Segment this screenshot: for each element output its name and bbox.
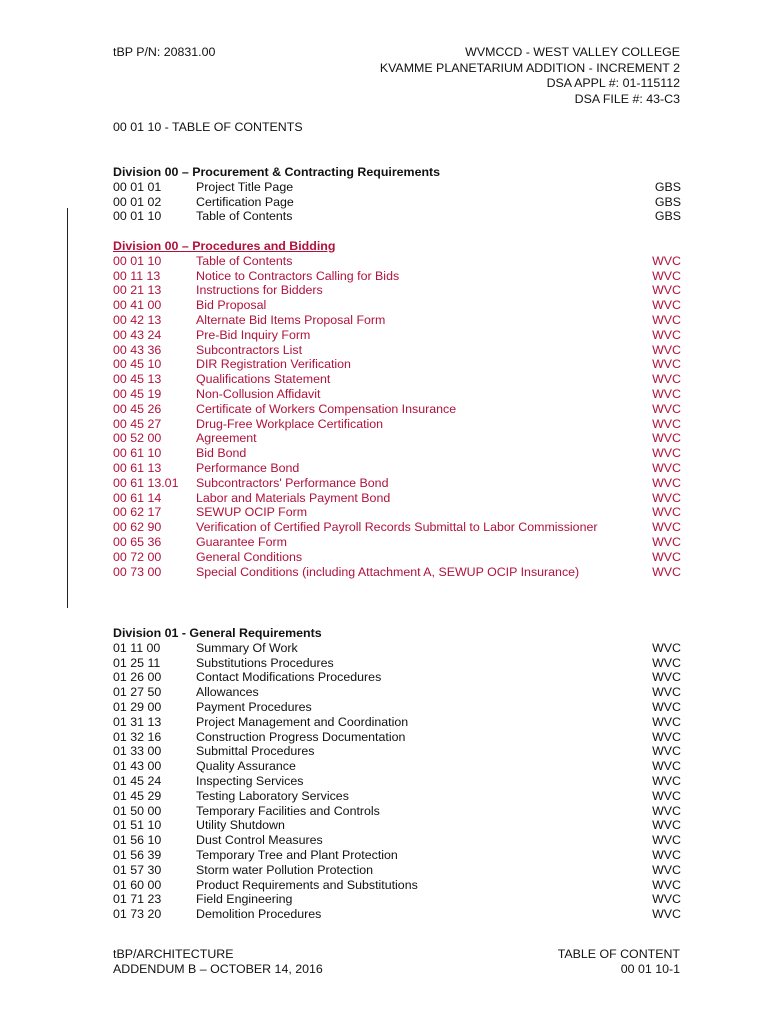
section-name: Special Conditions (including Attachment A, SEWUP OCIP Insurance) [196,564,580,579]
toc-row [113,328,681,343]
prepared-by: WVC [652,357,681,372]
toc-row [113,641,681,656]
prepared-by: WVC [652,431,681,446]
header-line-project: KVAMME PLANETARIUM ADDITION - INCREMENT 2 [379,60,680,75]
section-code: 00 61 10 [113,446,162,461]
header-line-college: WVMCCD - WEST VALLEY COLLEGE [465,45,680,59]
section-name: Quality Assurance [196,759,296,774]
section-name: Qualifications Statement [196,372,331,387]
toc-row [113,520,681,535]
prepared-by: WVC [652,446,681,461]
toc-row [113,476,681,491]
section-name: Submittal Procedures [196,744,315,759]
section-name: Bid Proposal [196,298,267,313]
section-code: 00 61 14 [113,490,162,505]
prepared-by: WVC [652,520,681,535]
section-name: General Conditions [196,549,303,564]
section-name: Guarantee Form [196,534,287,549]
section-name: Certificate of Workers Compensation Insurance [196,401,457,416]
section-code: 01 32 16 [113,729,162,744]
toc-row [113,446,681,461]
section-code: 00 11 13 [113,268,161,283]
toc-row [113,863,681,878]
toc-row [113,818,681,833]
prepared-by: WVC [652,862,681,877]
section-code: 00 01 02 [113,194,162,209]
section-code: 01 45 29 [113,788,162,803]
header-project-number: tBP P/N: 20831.00 [113,45,216,59]
section-title: Division 00 – Procedures and Bidding [113,239,336,253]
section-div01-general [113,626,681,922]
section-code: 00 43 24 [113,327,162,342]
section-name: Storm water Pollution Protection [196,862,373,877]
section-name: Table of Contents [196,209,293,224]
section-name: Non-Collusion Affidavit [196,386,321,401]
document-title: 00 01 10 - TABLE OF CONTENTS [113,120,303,134]
footer-section-name: TABLE OF CONTENT [557,947,680,961]
section-code: 00 73 00 [113,564,162,579]
section-rows [113,254,681,580]
section-code: 00 65 36 [113,534,162,549]
toc-row [113,878,681,893]
section-code: 01 60 00 [113,877,162,892]
section-code: 00 62 90 [113,520,162,535]
toc-row [113,254,681,269]
footer-firm: tBP/ARCHITECTURE [113,947,234,961]
section-name: DIR Registration Verification [196,357,351,372]
section-name: Notice to Contractors Calling for Bids [196,268,400,283]
prepared-by: WVC [652,283,681,298]
section-code: 01 31 13 [113,714,162,729]
section-code: 01 56 10 [113,833,162,848]
prepared-by: WVC [652,475,681,490]
toc-row [113,774,681,789]
section-name: Verification of Certified Payroll Records Submittal to Labor Commissioner [196,520,598,535]
section-name: Agreement [196,431,257,446]
toc-row [113,357,681,372]
section-code: 00 62 17 [113,505,162,520]
section-name: Project Title Page [196,179,294,194]
section-code: 01 57 30 [113,862,162,877]
section-code: 00 01 10 [113,209,162,224]
section-name: Demolition Procedures [196,907,322,922]
toc-row [113,491,681,506]
section-code: 01 73 20 [113,907,162,922]
section-name: Summary Of Work [196,640,298,655]
prepared-by: WVC [652,759,681,774]
prepared-by: WVC [652,268,681,283]
section-code: 01 43 00 [113,759,162,774]
section-name: Temporary Facilities and Controls [196,803,380,818]
section-code: 00 45 10 [113,357,162,372]
prepared-by: GBS [654,209,681,224]
toc-row [113,387,681,402]
prepared-by: WVC [652,327,681,342]
prepared-by: WVC [652,534,681,549]
footer-page-number: 00 01 10-1 [620,962,680,976]
toc-row [113,730,681,745]
prepared-by: WVC [652,640,681,655]
prepared-by: WVC [652,847,681,862]
section-name: Substitutions Procedures [196,655,334,670]
toc-row [113,715,681,730]
prepared-by: WVC [652,714,681,729]
section-code: 00 01 01 [113,179,162,194]
prepared-by: GBS [654,194,681,209]
section-name: Drug-Free Workplace Certification [196,416,384,431]
toc-row [113,565,681,580]
revision-bar [67,208,68,608]
section-code: 00 01 10 [113,253,162,268]
section-name: Pre-Bid Inquiry Form [196,327,311,342]
prepared-by: WVC [652,907,681,922]
prepared-by: GBS [654,179,681,194]
section-code: 00 52 00 [113,431,162,446]
toc-row [113,535,681,550]
footer-left [113,947,323,977]
toc-row [113,195,681,210]
prepared-by: WVC [652,460,681,475]
section-name: SEWUP OCIP Form [196,505,308,520]
section-code: 00 41 00 [113,298,162,313]
section-code: 00 45 13 [113,372,162,387]
toc-row [113,269,681,284]
prepared-by: WVC [652,670,681,685]
section-code: 00 61 13.01 [113,475,179,490]
section-code: 01 45 24 [113,773,162,788]
section-name: Utility Shutdown [196,818,285,833]
prepared-by: WVC [652,744,681,759]
section-name: Bid Bond [196,446,247,461]
section-name: Dust Control Measures [196,833,323,848]
footer-addendum: ADDENDUM B – OCTOBER 14, 2016 [113,962,323,976]
prepared-by: WVC [652,729,681,744]
prepared-by: WVC [652,386,681,401]
toc-row [113,283,681,298]
prepared-by: WVC [652,877,681,892]
toc-row [113,789,681,804]
section-name: Product Requirements and Substitutions [196,877,418,892]
prepared-by: WVC [652,833,681,848]
section-code: 00 21 13 [113,283,162,298]
section-code: 01 11 00 [113,640,161,655]
section-code: 00 43 36 [113,342,162,357]
section-code: 01 33 00 [113,744,162,759]
section-name: Performance Bond [196,460,300,475]
prepared-by: WVC [652,298,681,313]
toc-row [113,402,681,417]
prepared-by: WVC [652,549,681,564]
section-code: 01 51 10 [113,818,162,833]
prepared-by: WVC [652,505,681,520]
prepared-by: WVC [652,788,681,803]
section-code: 01 25 11 [113,655,161,670]
section-code: 00 45 19 [113,386,162,401]
prepared-by: WVC [652,803,681,818]
section-code: 00 61 13 [113,460,162,475]
section-name: Temporary Tree and Plant Protection [196,847,398,862]
section-code: 01 29 00 [113,699,162,714]
section-name: Construction Progress Documentation [196,729,406,744]
section-name: Subcontractors List [196,342,303,357]
prepared-by: WVC [652,490,681,505]
toc-row [113,848,681,863]
toc-row [113,907,681,922]
section-name: Subcontractors' Performance Bond [196,475,389,490]
section-div00-contracting [113,165,681,224]
toc-row [113,372,681,387]
section-title: Division 00 – Procurement & Contracting Requirements [113,165,441,179]
section-name: Alternate Bid Items Proposal Form [196,312,386,327]
toc-row [113,833,681,848]
section-name: Payment Procedures [196,699,312,714]
section-name: Testing Laboratory Services [196,788,349,803]
section-code: 00 42 13 [113,312,162,327]
prepared-by: WVC [652,253,681,268]
toc-row [113,343,681,358]
prepared-by: WVC [652,699,681,714]
section-name: Project Management and Coordination [196,714,409,729]
header-line-dsa-appl: DSA APPL #: 01-115112 [546,76,680,90]
toc-row [113,313,681,328]
toc-row [113,804,681,819]
section-code: 00 45 26 [113,401,162,416]
prepared-by: WVC [652,892,681,907]
toc-row [113,461,681,476]
section-code: 00 45 27 [113,416,162,431]
header-project-info [380,45,680,107]
prepared-by: WVC [652,312,681,327]
section-name: Labor and Materials Payment Bond [196,490,391,505]
toc-row [113,759,681,774]
prepared-by: WVC [652,818,681,833]
header-line-dsa-file: DSA FILE #: 43-C3 [574,91,680,106]
section-code: 01 56 39 [113,847,162,862]
section-code: 01 27 50 [113,685,162,700]
section-name: Instructions for Bidders [196,283,323,298]
toc-row [113,417,681,432]
section-code: 01 50 00 [113,803,162,818]
section-rows [113,180,681,224]
prepared-by: WVC [652,685,681,700]
toc-row [113,700,681,715]
toc-row [113,744,681,759]
section-name: Field Engineering [196,892,293,907]
prepared-by: WVC [652,401,681,416]
prepared-by: WVC [652,372,681,387]
toc-row [113,670,681,685]
section-name: Certification Page [196,194,294,209]
toc-row [113,505,681,520]
prepared-by: WVC [652,342,681,357]
toc-row [113,892,681,907]
section-name: Inspecting Services [196,773,304,788]
toc-row [113,180,681,195]
toc-row [113,431,681,446]
section-code: 01 71 23 [113,892,162,907]
section-code: 01 26 00 [113,670,162,685]
toc-row [113,656,681,671]
toc-row [113,298,681,313]
toc-row [113,685,681,700]
prepared-by: WVC [652,416,681,431]
toc-row [113,550,681,565]
prepared-by: WVC [652,773,681,788]
section-title: Division 01 - General Requirements [113,626,322,640]
prepared-by: WVC [652,655,681,670]
footer-right [558,947,680,977]
section-name: Table of Contents [196,253,293,268]
section-div00-bidding [113,239,681,579]
section-rows [113,641,681,922]
prepared-by: WVC [652,564,681,579]
section-name: Contact Modifications Procedures [196,670,382,685]
section-code: 00 72 00 [113,549,162,564]
toc-row [113,209,681,224]
section-name: Allowances [196,685,259,700]
